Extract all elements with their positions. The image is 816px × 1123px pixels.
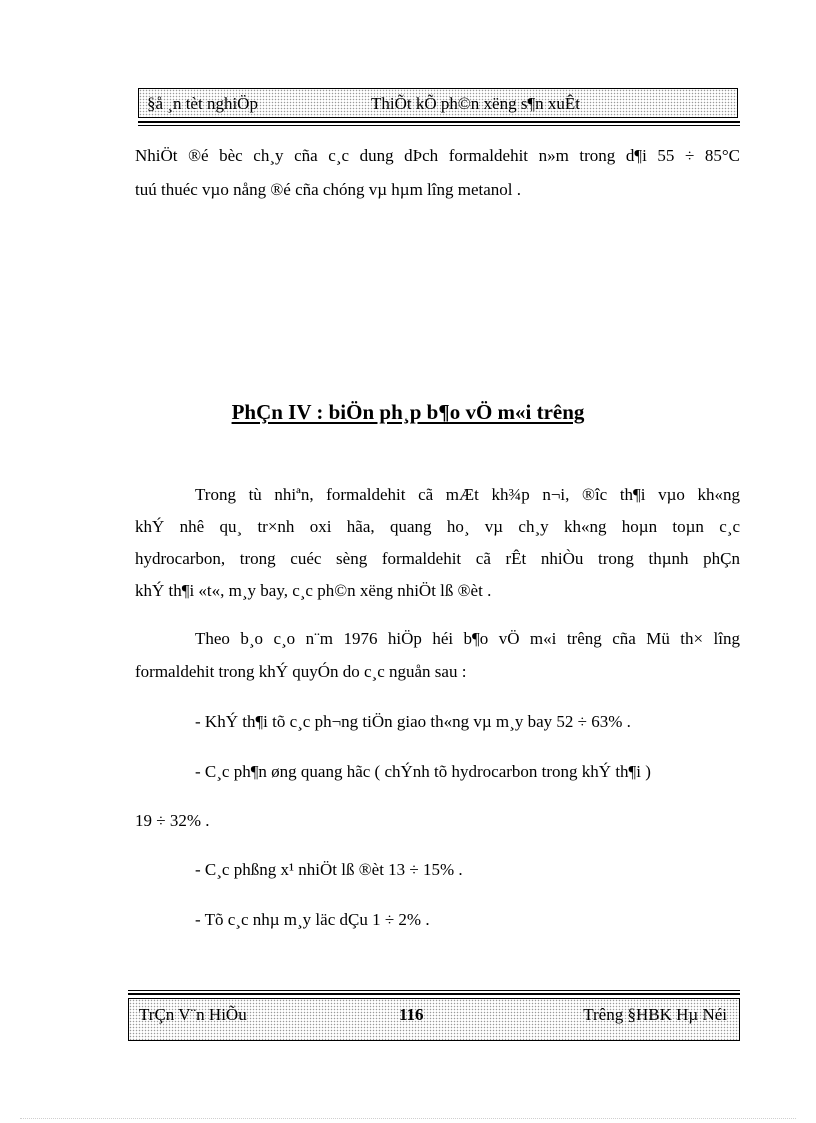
para1-line: khÝ nhê qu¸ tr×nh oxi hãa, quang ho¸ vµ ch¸y kh«ng hoµn toµn c¸c	[135, 517, 740, 536]
list-item: - C¸c ph¶n øng quang hãc ( chÝnh tõ hydrocarbon trong khÝ th¶i )	[195, 762, 651, 781]
header-rule	[138, 121, 740, 123]
page-number: 116	[399, 1005, 424, 1024]
page-header	[138, 88, 738, 118]
para2-line-1: Theo b¸o c¸o n¨m 1976 hiÖp héi b¶o vÖ m«i trêng cña Mü th× lîng	[195, 629, 740, 648]
section-title	[0, 400, 816, 425]
para2-line-2: formaldehit trong khÝ quyÓn do c¸c nguån sau :	[135, 662, 467, 681]
list-item: - Tõ c¸c nhµ m¸y läc dÇu 1 ÷ 2% .	[195, 910, 430, 929]
list-item: - KhÝ th¶i tõ c¸c ph¬ng tiÖn giao th«ng vµ m¸y bay 52 ÷ 63% .	[195, 712, 631, 731]
list-item: - C¸c phßng x¹ nhiÖt lß ®èt 13 ÷ 15% .	[195, 860, 463, 879]
page-bottom-border	[20, 1118, 796, 1120]
header-chapter-title: ThiÕt kÕ ph©n xëng s¶n xuÊt	[371, 94, 581, 113]
footer-rule	[128, 993, 740, 995]
para1-line: khÝ th¶i «t«, m¸y bay, c¸c ph©n xëng nhiÖt lß ®èt .	[135, 581, 492, 600]
header-rule-thin	[138, 125, 740, 126]
para1-line: hydrocarbon, trong cuéc sèng formaldehit cã rÊt nhiÒu trong thµnh phÇn	[135, 549, 740, 568]
para1-line: Trong tù nhiªn, formaldehit cã mÆt kh¾p n¬i, ®îc th¶i vµo kh«ng	[195, 485, 740, 504]
intro-line-2: tuú thuéc vµo nång ®é cña chóng vµ hµm lîng metanol .	[135, 180, 521, 199]
section-title-text: PhÇn IV : biÖn ph¸p b¶o vÖ m«i trêng	[231, 400, 585, 424]
intro-line-1: NhiÖt ®é bèc ch¸y cña c¸c dung dÞch formaldehit n»m trong d¶i 55 ÷ 85°C	[135, 146, 740, 165]
page-footer	[128, 998, 740, 1041]
footer-university: Trêng §HBK Hµ Néi	[583, 1005, 727, 1024]
footer-author: TrÇn V¨n HiÕu	[139, 1005, 247, 1024]
header-thesis-label: §å ¸n tèt nghiÖp	[147, 94, 258, 113]
list-item-continuation: 19 ÷ 32% .	[135, 811, 210, 830]
footer-rule-thin	[128, 990, 740, 991]
